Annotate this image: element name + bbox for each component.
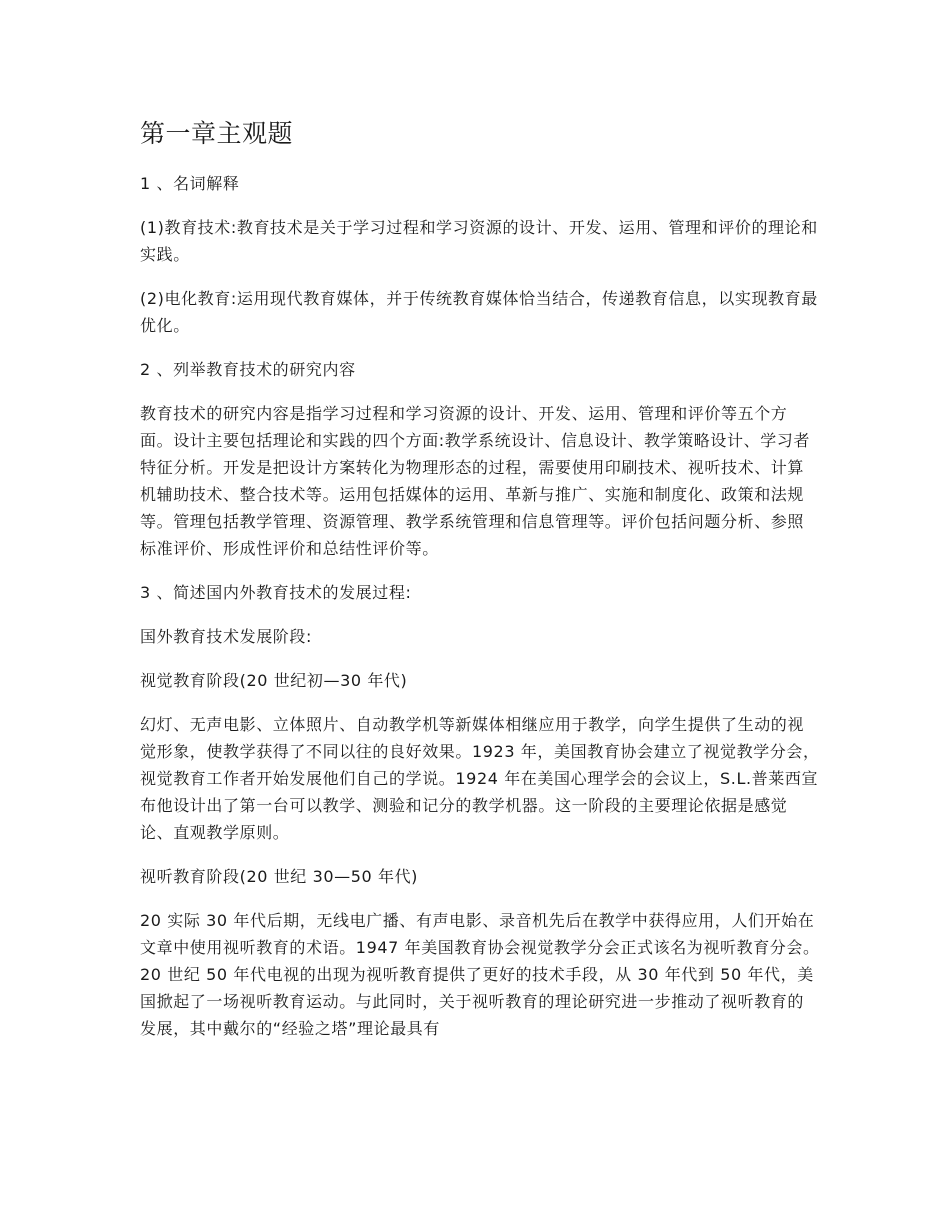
paragraph-electrified-education-definition: (2)电化教育:运用现代教育媒体，并于传统教育媒体恰当结合，传递教育信息，以实现教育最优化。 — [140, 289, 818, 335]
subheading-foreign-stages: 国外教育技术发展阶段: — [140, 627, 312, 646]
paragraph-audiovisual-education: 20 实际 30 年代后期，无线电广播、有声电影、录音机先后在教学中获得应用，人们开始在文章中使用视听教育的术语。1947 年美国教育协会视觉教学分会正式该名为视听教育分会。20 世纪 50 年代电视的出现为视听教育提供了更好的技术手段，从 30 年代到 50 年代，美国掀起了一场视听教育运动。与此同时，关于视听教育的理论研究进一步推动了视听教育的发展，其中戴尔的“经验之塔”理论最具有 — [140, 911, 820, 1038]
paragraph-edu-tech-definition: (1)教育技术:教育技术是关于学习过程和学习资源的设计、开发、运用、管理和评价的理论和实践。 — [140, 218, 818, 264]
paragraph-visual-education: 幻灯、无声电影、立体照片、自动教学机等新媒体相继应用于教学，向学生提供了生动的视觉形象，使教学获得了不同以往的良好效果。1923 年，美国教育协会建立了视觉教学分会，视觉教育工作者开始发展他们自己的学说。1924 年在美国心理学会的会议上，S.L.普莱西宣布他设计出了第一台可以教学、测验和记分的教学机器。这一阶段的主要理论依据是感觉论、直观教学原则。 — [140, 715, 820, 842]
subheading-visual-education-stage: 视觉教育阶段(20 世纪初—30 年代) — [140, 671, 408, 690]
section-heading-terms: 1 、名词解释 — [140, 174, 240, 193]
subheading-audiovisual-education-stage: 视听教育阶段(20 世纪 30—50 年代) — [140, 867, 419, 886]
page-title: 第一章主观题 — [140, 119, 294, 148]
section-heading-development-process: 3 、简述国内外教育技术的发展过程: — [140, 583, 412, 602]
document-page — [140, 112, 820, 1059]
section-heading-research-content: 2 、列举教育技术的研究内容 — [140, 360, 356, 379]
paragraph-research-content: 教育技术的研究内容是指学习过程和学习资源的设计、开发、运用、管理和评价等五个方面。设计主要包括理论和实践的四个方面:教学系统设计、信息设计、教学策略设计、学习者特征分析。开发是把设计方案转化为物理形态的过程，需要使用印刷技术、视听技术、计算机辅助技术、整合技术等。运用包括媒体的运用、革新与推广、实施和制度化、政策和法规等。管理包括教学管理、资源管理、教学系统管理和信息管理等。评价包括问题分析、参照标准评价、形成性评价和总结性评价等。 — [140, 404, 810, 558]
